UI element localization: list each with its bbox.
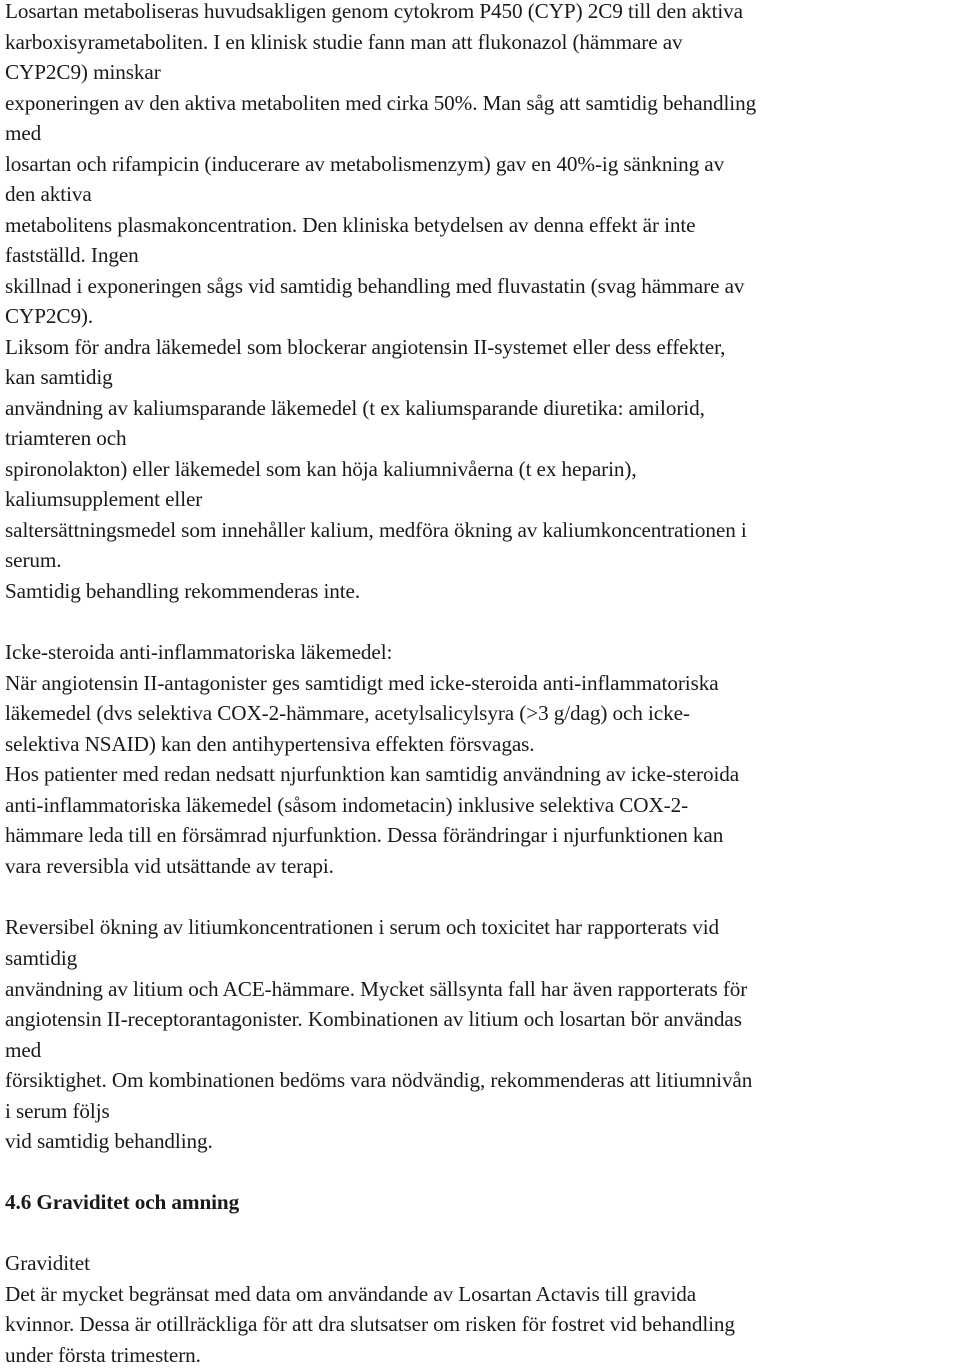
text-line: Reversibel ökning av litiumkoncentrationen i serum och toxicitet har rapporterats vid [5,915,720,939]
text-line: Samtidig behandling rekommenderas inte. [5,579,361,603]
text-line: samtidig [5,946,78,970]
text-line: skillnad i exponeringen sågs vid samtidig behandling med fluvastatin (svag hämmare av [5,274,745,298]
text-line: CYP2C9) minskar [5,60,161,84]
text-line: försiktighet. Om kombinationen bedöms vara nödvändig, rekommenderas att litiumnivån [5,1068,753,1092]
text-line: serum. [5,548,62,572]
text-line: användning av litium och ACE-hämmare. Mycket sällsynta fall har även rapporterats för [5,977,748,1001]
text-line: selektiva NSAID) kan den antihypertensiva effekten försvagas. [5,732,535,756]
text-line: kvinnor. Dessa är otillräckliga för att dra slutsatser om risken för fostret vid behandling [5,1312,735,1336]
text-line: vara reversibla vid utsättande av terapi. [5,854,334,878]
text-line: losartan och rifampicin (inducerare av metabolismenzym) gav en 40%-ig sänkning av [5,152,725,176]
text-line: kaliumsupplement eller [5,487,203,511]
text-line: Det är mycket begränsat med data om användande av Losartan Actavis till gravida [5,1282,697,1306]
text-line: läkemedel (dvs selektiva COX-2-hämmare, acetylsalicylsyra (>3 g/dag) och icke- [5,701,690,725]
text-line: med [5,121,42,145]
text-line: i serum följs [5,1099,110,1123]
text-line: den aktiva [5,182,92,206]
text-line: Liksom för andra läkemedel som blockerar angiotensin II-systemet eller dess effekter, [5,335,726,359]
text-line: användning av kaliumsparande läkemedel (t ex kaliumsparande diuretika: amilorid, [5,396,705,420]
text-line: exponeringen av den aktiva metaboliten med cirka 50%. Man såg att samtidig behandling [5,91,757,115]
text-line: under första trimestern. [5,1343,201,1367]
text-line: metabolitens plasmakoncentration. Den kliniska betydelsen av denna effekt är inte [5,213,696,237]
text-line: karboxisyrametaboliten. I en klinisk studie fann man att flukonazol (hämmare av [5,30,683,54]
subheading: Graviditet [5,1251,90,1275]
text-line: CYP2C9). [5,304,94,328]
text-line: kan samtidig [5,365,113,389]
text-line: angiotensin II-receptorantagonister. Kombinationen av litium och losartan bör användas [5,1007,742,1031]
text-line: Icke-steroida anti-inflammatoriska läkemedel: [5,640,393,664]
text-line: fastställd. Ingen [5,243,139,267]
text-line: När angiotensin II-antagonister ges samtidigt med icke-steroida anti-inflammatoriska [5,671,719,695]
text-line: Losartan metaboliseras huvudsakligen genom cytokrom P450 (CYP) 2C9 till den aktiva [5,0,743,23]
text-line: Hos patienter med redan nedsatt njurfunktion kan samtidig användning av icke-steroida [5,762,740,786]
text-line: hämmare leda till en försämrad njurfunktion. Dessa förändringar i njurfunktionen kan [5,823,724,847]
text-line: anti-inflammatoriska läkemedel (såsom indometacin) inklusive selektiva COX-2- [5,793,689,817]
text-line: saltersättningsmedel som innehåller kalium, medföra ökning av kaliumkoncentrationen i [5,518,747,542]
text-line: triamteren och [5,426,127,450]
text-line: spironolakton) eller läkemedel som kan höja kaliumnivåerna (t ex heparin), [5,457,637,481]
text-line: vid samtidig behandling. [5,1129,213,1153]
section-heading: 4.6 Graviditet och amning [5,1190,240,1214]
text-line: med [5,1038,42,1062]
